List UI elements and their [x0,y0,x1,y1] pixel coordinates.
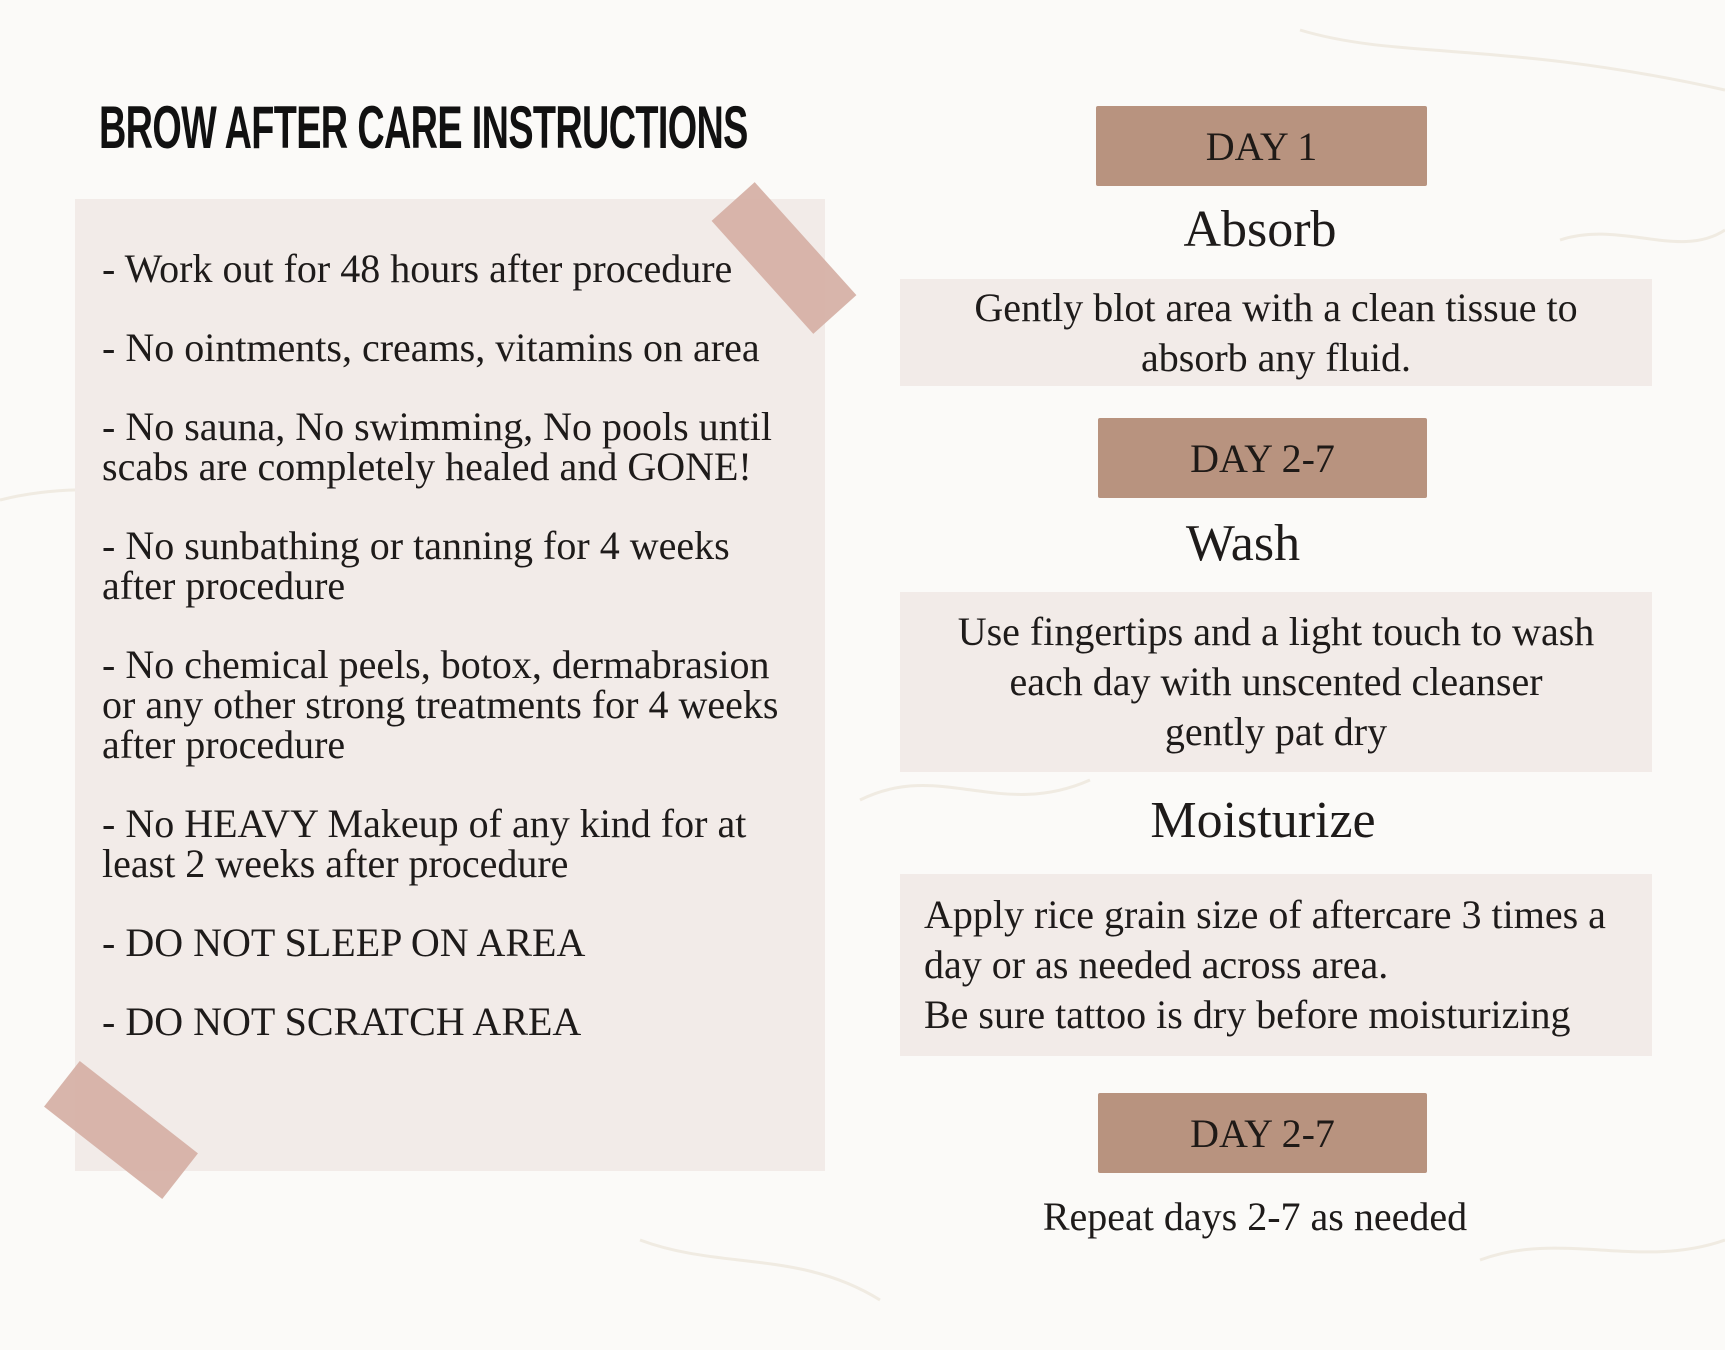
repeat-text: Repeat days 2-7 as needed [1042,1194,1468,1239]
absorb-text: Gently blot area with a clean tissue to absorb any fluid. [974,284,1578,380]
moisturize-heading: Moisturize [1150,792,1376,849]
moisturize-text: Apply rice grain size of aftercare 3 times a day or as needed across area. Be sure tattoo is dry before moisturizing [924,892,1606,1037]
instruction-line: - Work out for 48 hours after procedure [102,246,733,291]
instructions-list [102,246,822,1081]
absorb-heading: Absorb [1183,201,1337,258]
instruction-item [102,920,822,965]
repeat-day-badge: DAY 2-7 [1098,1093,1427,1173]
instruction-line: - No HEAVY Makeup of any kind for at [102,801,747,846]
absorb-info-box [900,279,1652,386]
page-title: BROW AFTER CARE INSTRUCTIONS [99,94,748,161]
instruction-item [102,246,822,291]
wash-text: Use fingertips and a light touch to wash each day with unscented cleanser gently pat dry [957,609,1595,754]
moisturize-info-box [900,874,1652,1056]
instruction-item [102,325,822,370]
instruction-item [102,642,822,767]
instruction-item [102,999,822,1044]
instruction-line: - No sauna, No swimming, No pools until [102,404,772,449]
day-1-badge: DAY 1 [1096,106,1427,186]
instruction-line: - DO NOT SCRATCH AREA [102,999,582,1044]
instruction-line: - No ointments, creams, vitamins on area [102,325,760,370]
instruction-line: after procedure [102,563,346,608]
instruction-line: after procedure [102,722,346,767]
wash-info-box [900,592,1652,772]
instruction-line: - No sunbathing or tanning for 4 weeks [102,523,730,568]
wash-heading: Wash [1185,515,1301,572]
instruction-item [102,523,822,608]
day-2-7-badge: DAY 2-7 [1098,418,1427,498]
instruction-line: or any other strong treatments for 4 weeks [102,682,779,727]
instruction-item [102,404,822,489]
instruction-line: - No chemical peels, botox, dermabrasion [102,642,770,687]
instruction-line: scabs are completely healed and GONE! [102,444,752,489]
instruction-item [102,801,822,886]
instruction-line: least 2 weeks after procedure [102,841,569,886]
instruction-line: - DO NOT SLEEP ON AREA [102,920,586,965]
